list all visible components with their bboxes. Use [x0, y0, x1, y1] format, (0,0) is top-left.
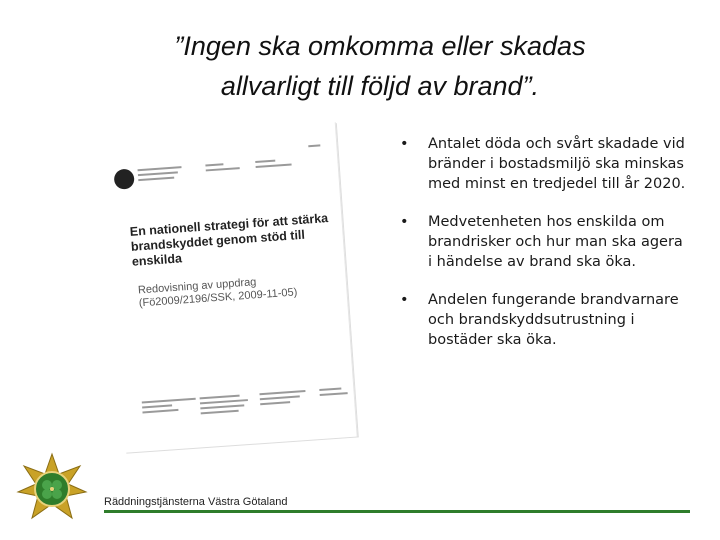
bullet-item: [400, 290, 690, 350]
bullet-marker: •: [400, 292, 409, 308]
slide-title-line-1: ”Ingen ska omkomma eller skadas: [174, 31, 586, 61]
logo-text-lines: [137, 163, 188, 184]
report-heading: En nationell strategi för att stärka brandskyddet genom stöd till enskilda: [129, 211, 329, 269]
bullet-text: Andelen fungerande brandvarnare och brandskyddsutrustning i bostäder ska öka.: [428, 292, 679, 348]
fire-service-emblem-icon: [16, 452, 88, 524]
footer-divider: [104, 510, 690, 513]
msb-logo-icon: [114, 168, 135, 189]
bullet-item: [400, 134, 690, 194]
slide-title-line-2: allvarligt till följd av brand”.: [220, 71, 540, 101]
report-subtitle: Redovisning av uppdrag (Fö2009/2196/SSK, 2009-11-05): [137, 276, 298, 310]
diary-meta-lines: [255, 155, 296, 171]
bullet-marker: •: [400, 214, 409, 230]
organization-name: Räddningstjänsterna Västra Götaland: [104, 496, 288, 508]
bullet-list: [400, 134, 690, 368]
bullet-text: Medvetenheten hos enskilda om brandrisker och hur man ska agera i händelse av brand ska öka.: [428, 214, 683, 270]
report-cover-page: [104, 122, 358, 452]
slide-title: [120, 26, 640, 106]
bullet-marker: •: [400, 136, 409, 152]
bullet-item: [400, 212, 690, 272]
date-meta-lines: [205, 159, 246, 175]
report-cover-image: [104, 122, 364, 462]
bullet-text: Antalet döda och svårt skadade vid bränder i bostadsmiljö ska minskas med minst en tredjedel till år 2020.: [428, 136, 686, 192]
page-number-mark: [308, 141, 323, 150]
report-footer-lines: [142, 384, 355, 449]
